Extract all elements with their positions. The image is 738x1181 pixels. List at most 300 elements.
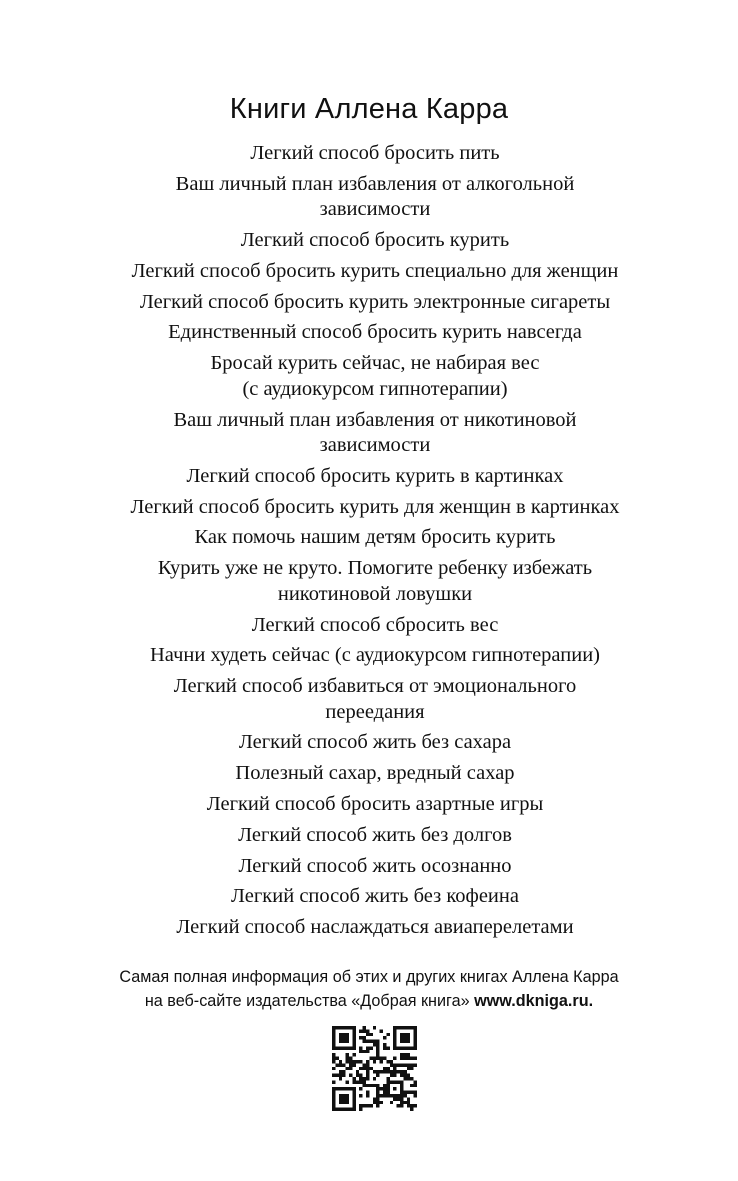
qr-module <box>356 1080 359 1083</box>
qr-module <box>376 1101 379 1104</box>
qr-module <box>383 1057 386 1060</box>
qr-module <box>352 1026 355 1029</box>
qr-module <box>369 1046 372 1049</box>
qr-module <box>339 1087 342 1090</box>
qr-module <box>346 1080 349 1083</box>
qr-module <box>346 1053 349 1056</box>
qr-module <box>383 1043 386 1046</box>
qr-module <box>397 1046 400 1049</box>
qr-module <box>366 1033 369 1036</box>
qr-module <box>414 1084 417 1087</box>
qr-module <box>349 1057 352 1060</box>
qr-module <box>332 1101 335 1104</box>
qr-module <box>359 1074 362 1077</box>
book-title-cont: зависимости <box>319 198 431 221</box>
qr-module <box>356 1074 359 1077</box>
qr-module <box>342 1063 345 1066</box>
qr-module <box>403 1063 406 1066</box>
qr-module <box>400 1097 403 1100</box>
qr-module <box>352 1077 355 1080</box>
qr-module <box>400 1046 403 1049</box>
qr-module <box>397 1080 400 1083</box>
qr-module <box>383 1070 386 1073</box>
qr-module <box>393 1057 396 1060</box>
qr-module <box>349 1067 352 1070</box>
info-line-1: Самая полная информация об этих и других книгах Аллена Карра <box>119 968 619 986</box>
qr-module <box>359 1108 362 1111</box>
qr-module <box>393 1063 396 1066</box>
qr-module <box>403 1036 406 1039</box>
qr-module <box>414 1094 417 1097</box>
qr-module <box>369 1084 372 1087</box>
qr-module <box>373 1057 376 1060</box>
qr-module <box>414 1036 417 1039</box>
book-title-cont: зависимости <box>319 434 431 457</box>
qr-code-icon[interactable] <box>332 1026 417 1111</box>
qr-module <box>346 1033 349 1036</box>
qr-module <box>352 1094 355 1097</box>
qr-module <box>410 1046 413 1049</box>
qr-module <box>363 1050 366 1053</box>
qr-module <box>359 1094 362 1097</box>
list-item <box>60 761 690 787</box>
website-link[interactable]: www.dkniga.ru. <box>474 992 594 1010</box>
book-title: Легкий способ бросить азартные игры <box>206 793 544 816</box>
qr-module <box>352 1029 355 1032</box>
qr-module <box>400 1080 403 1083</box>
qr-module <box>407 1046 410 1049</box>
qr-module <box>390 1070 393 1073</box>
qr-module <box>400 1094 403 1097</box>
list-item <box>60 525 690 551</box>
qr-module <box>369 1057 372 1060</box>
qr-module <box>359 1036 362 1039</box>
qr-module <box>352 1097 355 1100</box>
qr-module <box>373 1097 376 1100</box>
qr-module <box>403 1101 406 1104</box>
qr-module <box>390 1074 393 1077</box>
qr-module <box>400 1040 403 1043</box>
qr-module <box>414 1091 417 1094</box>
qr-module <box>403 1026 406 1029</box>
qr-module <box>342 1108 345 1111</box>
book-list <box>60 141 690 946</box>
qr-module <box>386 1094 389 1097</box>
qr-module <box>359 1067 362 1070</box>
qr-module <box>373 1040 376 1043</box>
qr-module <box>342 1094 345 1097</box>
qr-module <box>352 1108 355 1111</box>
book-title: Ваш личный план избавления от алкогольной <box>175 172 575 195</box>
qr-module <box>332 1091 335 1094</box>
list-item <box>60 259 690 285</box>
qr-module <box>407 1101 410 1104</box>
qr-module <box>359 1029 362 1032</box>
qr-module <box>386 1070 389 1073</box>
qr-module <box>356 1070 359 1073</box>
book-title-cont: переедания <box>325 700 425 723</box>
book-title: Легкий способ бросить курить для женщин в картинках <box>130 495 620 518</box>
qr-module <box>346 1026 349 1029</box>
qr-module <box>369 1040 372 1043</box>
qr-module <box>366 1070 369 1073</box>
qr-module <box>363 1029 366 1032</box>
qr-module <box>359 1060 362 1063</box>
qr-module <box>352 1101 355 1104</box>
qr-module <box>407 1057 410 1060</box>
list-item <box>60 408 690 459</box>
qr-module <box>400 1101 403 1104</box>
qr-module <box>376 1087 379 1090</box>
qr-module <box>366 1094 369 1097</box>
qr-module <box>414 1033 417 1036</box>
qr-module <box>346 1101 349 1104</box>
qr-module <box>359 1046 362 1049</box>
qr-module <box>342 1097 345 1100</box>
list-item <box>60 556 690 607</box>
qr-module <box>393 1087 396 1090</box>
qr-module <box>332 1043 335 1046</box>
qr-module <box>390 1063 393 1066</box>
qr-module <box>335 1108 338 1111</box>
qr-module <box>363 1040 366 1043</box>
qr-module <box>403 1040 406 1043</box>
book-title: Легкий способ избавиться от эмоционального <box>173 675 577 698</box>
qr-module <box>376 1104 379 1107</box>
qr-module <box>393 1033 396 1036</box>
book-title: Как помочь нашим детям бросить курить <box>194 526 556 549</box>
qr-module <box>346 1087 349 1090</box>
book-title: Легкий способ наслаждаться авиаперелетами <box>176 916 574 939</box>
qr-module <box>410 1063 413 1066</box>
qr-module <box>390 1094 393 1097</box>
qr-module <box>356 1060 359 1063</box>
qr-module <box>403 1070 406 1073</box>
qr-module <box>335 1057 338 1060</box>
qr-module <box>373 1060 376 1063</box>
qr-module <box>352 1036 355 1039</box>
qr-module <box>383 1094 386 1097</box>
qr-module <box>376 1074 379 1077</box>
qr-module <box>332 1104 335 1107</box>
qr-module <box>403 1077 406 1080</box>
qr-module <box>376 1046 379 1049</box>
qr-module <box>400 1053 403 1056</box>
qr-module <box>407 1097 410 1100</box>
qr-module <box>407 1104 410 1107</box>
list-item <box>60 823 690 849</box>
qr-module <box>352 1087 355 1090</box>
qr-module <box>397 1026 400 1029</box>
qr-module <box>332 1033 335 1036</box>
qr-module <box>366 1104 369 1107</box>
qr-module <box>332 1080 335 1083</box>
qr-module <box>342 1040 345 1043</box>
qr-module <box>332 1087 335 1090</box>
qr-module <box>414 1057 417 1060</box>
list-item <box>60 854 690 880</box>
qr-module <box>363 1084 366 1087</box>
qr-module <box>339 1063 342 1066</box>
qr-module <box>366 1046 369 1049</box>
list-item <box>60 495 690 521</box>
list-item <box>60 290 690 316</box>
qr-module <box>366 1077 369 1080</box>
list-item <box>60 884 690 910</box>
qr-module <box>407 1026 410 1029</box>
qr-module <box>376 1091 379 1094</box>
qr-module <box>359 1080 362 1083</box>
book-title: Курить уже не круто. Помогите ребенку избежать <box>157 557 593 580</box>
book-title: Легкий способ жить без кофеина <box>231 885 519 908</box>
qr-module <box>332 1046 335 1049</box>
qr-module <box>363 1104 366 1107</box>
qr-module <box>332 1060 335 1063</box>
qr-module <box>403 1057 406 1060</box>
book-title: Легкий способ жить осознанно <box>238 854 512 877</box>
qr-module <box>393 1097 396 1100</box>
qr-module <box>352 1040 355 1043</box>
qr-module <box>397 1104 400 1107</box>
qr-module <box>366 1084 369 1087</box>
qr-module <box>342 1026 345 1029</box>
qr-module <box>363 1036 366 1039</box>
qr-module <box>359 1087 362 1090</box>
qr-module <box>400 1074 403 1077</box>
qr-module <box>407 1091 410 1094</box>
qr-module <box>376 1050 379 1053</box>
qr-module <box>332 1094 335 1097</box>
qr-module <box>366 1050 369 1053</box>
qr-module <box>349 1087 352 1090</box>
qr-module <box>359 1077 362 1080</box>
qr-module <box>352 1091 355 1094</box>
qr-module <box>366 1060 369 1063</box>
qr-module <box>397 1070 400 1073</box>
qr-module <box>386 1067 389 1070</box>
qr-module <box>373 1070 376 1073</box>
qr-module <box>352 1063 355 1066</box>
qr-module <box>386 1084 389 1087</box>
qr-module <box>376 1070 379 1073</box>
qr-module <box>349 1060 352 1063</box>
info-line-2 <box>0 989 738 1013</box>
qr-module <box>346 1094 349 1097</box>
qr-module <box>407 1067 410 1070</box>
qr-module <box>352 1104 355 1107</box>
qr-module <box>383 1084 386 1087</box>
qr-module <box>380 1070 383 1073</box>
qr-module <box>369 1033 372 1036</box>
qr-module <box>393 1036 396 1039</box>
page-title: Книги Аллена Карра <box>229 93 509 125</box>
qr-module <box>400 1091 403 1094</box>
qr-module <box>414 1046 417 1049</box>
qr-module <box>363 1063 366 1066</box>
qr-module <box>342 1046 345 1049</box>
book-title: Легкий способ жить без сахара <box>238 731 512 754</box>
qr-module <box>397 1063 400 1066</box>
qr-module <box>376 1043 379 1046</box>
qr-module <box>410 1026 413 1029</box>
qr-module <box>342 1033 345 1036</box>
qr-module <box>352 1033 355 1036</box>
qr-module <box>400 1057 403 1060</box>
qr-module <box>383 1091 386 1094</box>
qr-module <box>410 1057 413 1060</box>
list-item <box>60 172 690 223</box>
qr-module <box>339 1070 342 1073</box>
qr-module <box>400 1087 403 1090</box>
qr-module <box>407 1033 410 1036</box>
qr-module <box>359 1050 362 1053</box>
qr-module <box>363 1026 366 1029</box>
qr-module <box>346 1040 349 1043</box>
qr-module <box>393 1046 396 1049</box>
qr-module <box>335 1046 338 1049</box>
qr-module <box>363 1080 366 1083</box>
qr-module <box>352 1046 355 1049</box>
qr-module <box>386 1046 389 1049</box>
qr-module <box>390 1060 393 1063</box>
list-item <box>60 351 690 402</box>
qr-module <box>414 1063 417 1066</box>
qr-module <box>373 1077 376 1080</box>
qr-module <box>352 1043 355 1046</box>
list-item <box>60 915 690 941</box>
list-item <box>60 464 690 490</box>
qr-module <box>383 1067 386 1070</box>
qr-module <box>390 1080 393 1083</box>
qr-module <box>342 1036 345 1039</box>
qr-module <box>359 1104 362 1107</box>
book-title: Легкий способ бросить курить электронные сигареты <box>139 290 611 313</box>
qr-module <box>342 1087 345 1090</box>
qr-module <box>380 1087 383 1090</box>
qr-module <box>335 1063 338 1066</box>
book-title: Легкий способ бросить курить <box>240 229 510 252</box>
qr-module <box>407 1063 410 1066</box>
qr-module <box>332 1053 335 1056</box>
list-item <box>60 792 690 818</box>
qr-module <box>407 1036 410 1039</box>
qr-module <box>349 1074 352 1077</box>
qr-module <box>352 1080 355 1083</box>
qr-module <box>393 1040 396 1043</box>
qr-module <box>407 1053 410 1056</box>
book-title: Легкий способ бросить курить в картинках <box>186 464 564 487</box>
list-item <box>60 228 690 254</box>
list-item <box>60 674 690 725</box>
qr-module <box>339 1108 342 1111</box>
qr-module <box>400 1070 403 1073</box>
qr-module <box>407 1040 410 1043</box>
qr-module <box>373 1026 376 1029</box>
qr-module <box>380 1029 383 1032</box>
list-item <box>60 320 690 346</box>
qr-module <box>403 1053 406 1056</box>
qr-module <box>376 1097 379 1100</box>
qr-module <box>410 1077 413 1080</box>
qr-module <box>407 1074 410 1077</box>
qr-module <box>352 1053 355 1056</box>
qr-module <box>386 1087 389 1090</box>
qr-module <box>403 1091 406 1094</box>
qr-module <box>346 1060 349 1063</box>
qr-module <box>376 1040 379 1043</box>
qr-module <box>414 1043 417 1046</box>
qr-module <box>346 1108 349 1111</box>
qr-module <box>410 1084 413 1087</box>
qr-module <box>346 1036 349 1039</box>
qr-module <box>335 1026 338 1029</box>
qr-module <box>349 1108 352 1111</box>
qr-module <box>346 1046 349 1049</box>
qr-module <box>339 1060 342 1063</box>
book-title: Бросай курить сейчас, не набирая вес <box>210 352 540 375</box>
info-line-2-text: на веб-сайте издательства «Добрая книга» <box>144 992 470 1010</box>
qr-module <box>383 1046 386 1049</box>
qr-module <box>400 1036 403 1039</box>
qr-module <box>339 1077 342 1080</box>
qr-module <box>393 1074 396 1077</box>
qr-module <box>339 1026 342 1029</box>
qr-module <box>339 1101 342 1104</box>
qr-module <box>380 1057 383 1060</box>
qr-module <box>410 1067 413 1070</box>
book-title: Начни худеть сейчас (с аудиокурсом гипнотерапии) <box>149 644 601 667</box>
qr-module <box>386 1080 389 1083</box>
book-title: Единственный способ бросить курить навсегда <box>168 321 582 344</box>
qr-module <box>339 1094 342 1097</box>
qr-module <box>410 1108 413 1111</box>
qr-module <box>369 1067 372 1070</box>
qr-module <box>352 1060 355 1063</box>
qr-module <box>332 1067 335 1070</box>
qr-module <box>366 1091 369 1094</box>
qr-module <box>414 1104 417 1107</box>
qr-module <box>339 1040 342 1043</box>
qr-module <box>393 1026 396 1029</box>
qr-module <box>369 1104 372 1107</box>
qr-module <box>386 1060 389 1063</box>
book-title: Легкий способ жить без долгов <box>238 823 512 846</box>
book-title: Полезный сахар, вредный сахар <box>235 762 515 785</box>
qr-module <box>332 1074 335 1077</box>
qr-module <box>349 1046 352 1049</box>
book-title: Легкий способ бросить курить специально для женщин <box>131 259 619 282</box>
qr-module <box>332 1040 335 1043</box>
qr-module <box>366 1067 369 1070</box>
qr-module <box>390 1101 393 1104</box>
qr-module <box>339 1097 342 1100</box>
qr-module <box>363 1067 366 1070</box>
book-title: Ваш личный план избавления от никотиновой <box>173 408 577 431</box>
qr-module <box>393 1094 396 1097</box>
list-item <box>60 730 690 756</box>
qr-module <box>414 1029 417 1032</box>
qr-module <box>400 1063 403 1066</box>
qr-module <box>339 1036 342 1039</box>
book-title-cont: (с аудиокурсом гипнотерапии) <box>242 377 508 400</box>
qr-module <box>373 1101 376 1104</box>
qr-module <box>373 1043 376 1046</box>
qr-module <box>373 1084 376 1087</box>
qr-module <box>366 1074 369 1077</box>
qr-module <box>397 1094 400 1097</box>
qr-module <box>393 1070 396 1073</box>
qr-module <box>400 1084 403 1087</box>
